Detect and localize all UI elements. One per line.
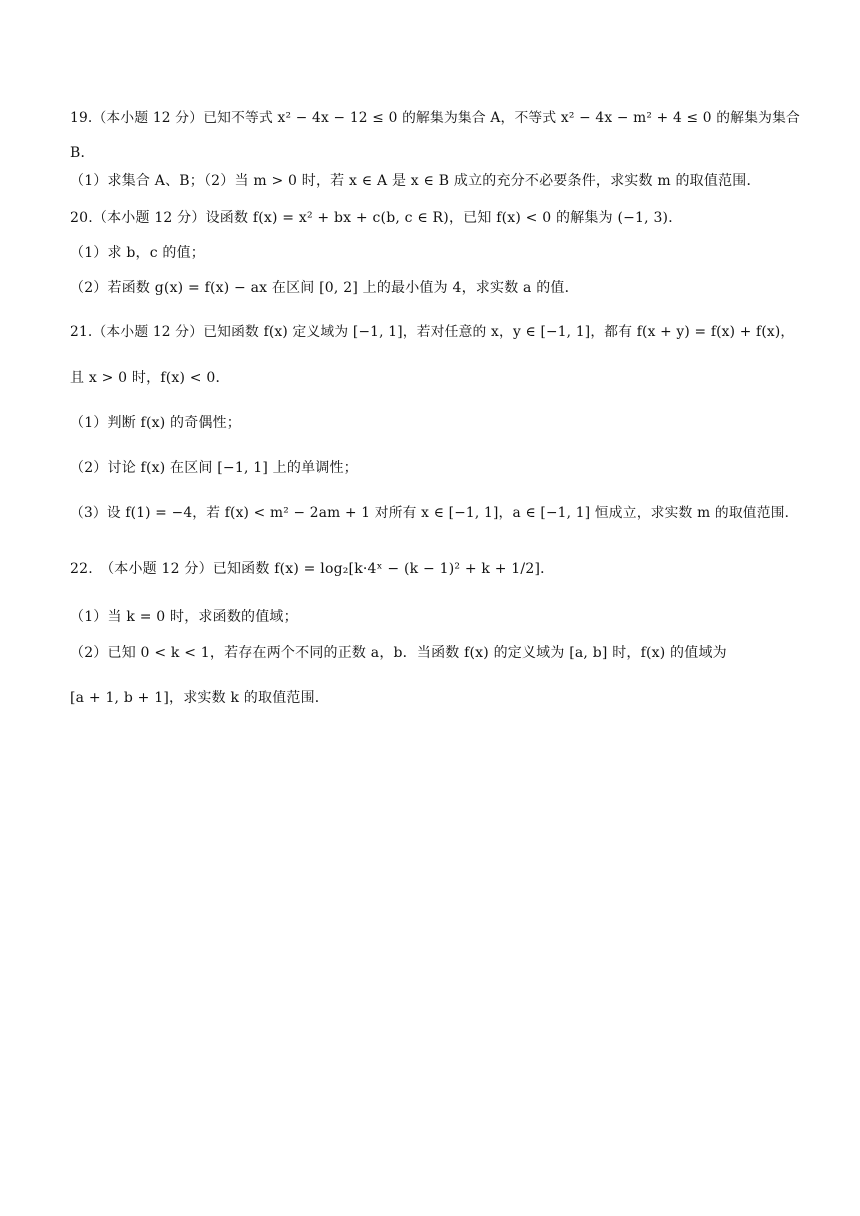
problem-21-line-1: 21.（本小题 12 分）已知函数 f(x) 定义域为 [−1, 1]，若对任意的 x，y ∈ [−1, 1]，都有 f(x + y) = f(x) + f(x)， [70,324,795,340]
problem-19-line-2: B． [70,145,95,161]
problem-21-line-2: 且 x > 0 时，f(x) < 0． [70,370,230,386]
problem-19-line-3: （1）求集合 A、B；（2）当 m > 0 时，若 x ∈ A 是 x ∈ B 成立的充分不必要条件，求实数 m 的取值范围． [70,173,761,189]
problem-22-line-2: （1）当 k = 0 时，求函数的值域； [70,609,298,625]
problem-21-line-3: （1）判断 f(x) 的奇偶性； [70,415,242,431]
problem-22-line-3: （2）已知 0 < k < 1，若存在两个不同的正数 a，b．当函数 f(x) 的定义域为 [a, b] 时，f(x) 的值域为 [70,645,727,661]
problem-22-line-4: [a + 1, b + 1]，求实数 k 的取值范围． [70,690,329,706]
problem-20-line-1: 20.（本小题 12 分）设函数 f(x) = x² + bx + c(b, c ∈ R)，已知 f(x) < 0 的解集为 (−1, 3)． [70,210,683,226]
problem-20-line-2: （1）求 b，c 的值； [70,245,206,261]
problem-21-line-5: （3）设 f(1) = −4，若 f(x) < m² − 2am + 1 对所有 x ∈ [−1, 1]，a ∈ [−1, 1] 恒成立，求实数 m 的取值范围． [70,505,799,521]
problem-20-line-3: （2）若函数 g(x) = f(x) − ax 在区间 [0, 2] 上的最小值为 4，求实数 a 的值． [70,280,579,296]
problem-19-line-1: 19.（本小题 12 分）已知不等式 x² − 4x − 12 ≤ 0 的解集为集合 A，不等式 x² − 4x − m² + 4 ≤ 0 的解集为集合 [70,110,801,126]
problem-22-line-1: 22. （本小题 12 分）已知函数 f(x) = log₂[k·4ˣ − (k − 1)² + k + 1/2]． [70,561,555,577]
problem-21-line-4: （2）讨论 f(x) 在区间 [−1, 1] 上的单调性； [70,460,358,476]
